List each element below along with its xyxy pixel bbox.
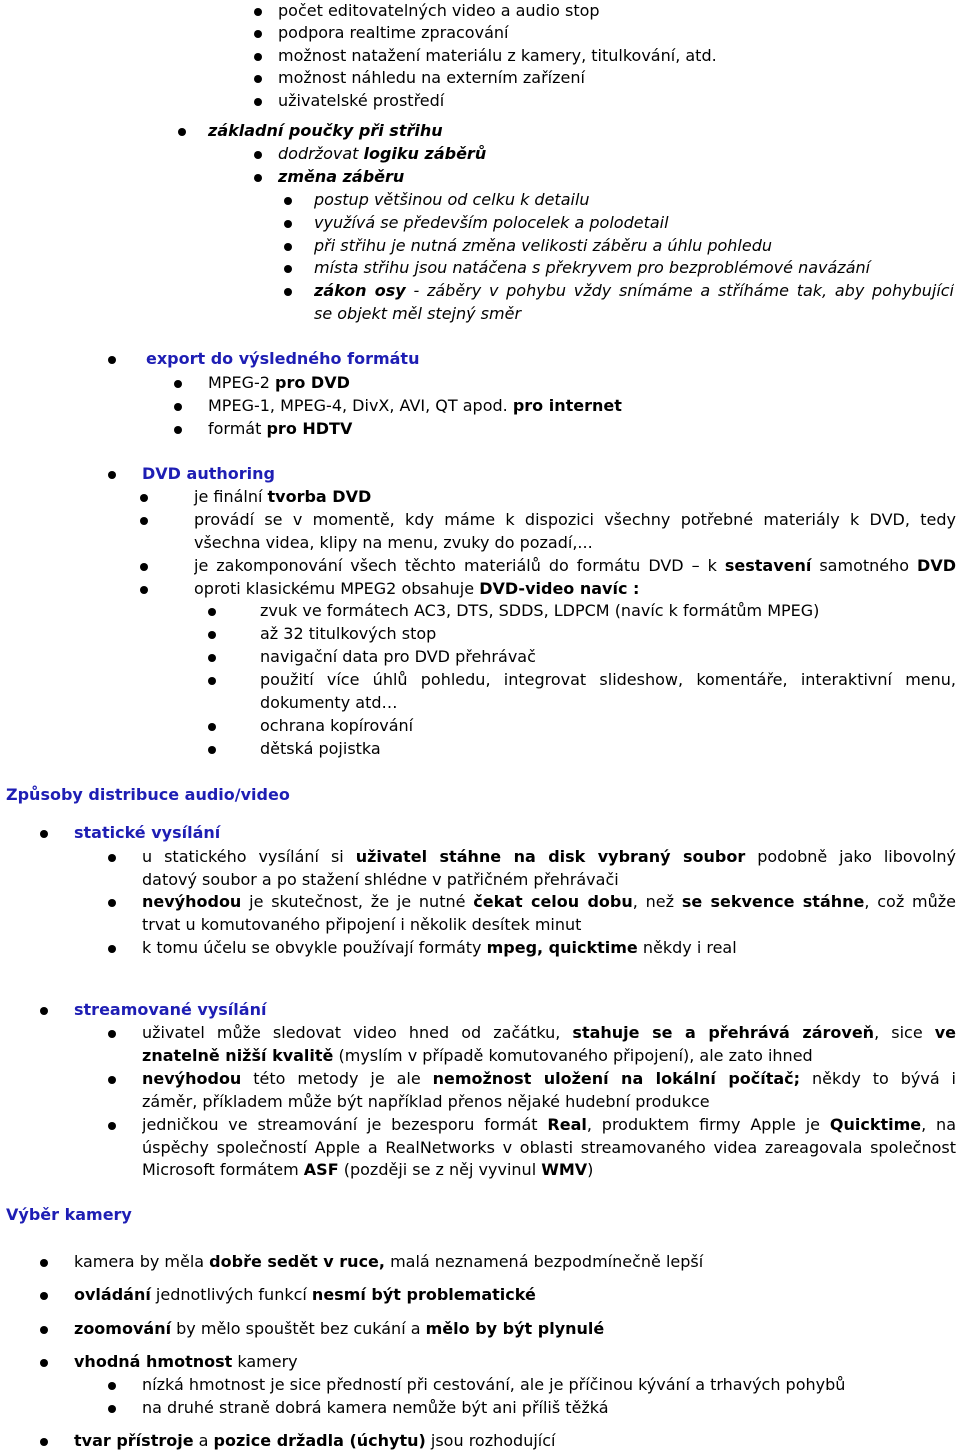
text-line: [278, 143, 486, 165]
text-run: základní poučky při střihu: [208, 121, 443, 140]
bullet-icon: [174, 426, 182, 434]
bullet-icon: [174, 403, 182, 411]
text-run: postup většinou od celku k detailu: [314, 190, 590, 209]
text-run: k tomu účelu se obvykle používají formáty: [142, 938, 487, 957]
bullet-icon: [40, 1359, 48, 1367]
text-run: uživatel může sledovat video hned od začátku,: [142, 1023, 573, 1042]
text-run: , na: [921, 1115, 956, 1134]
text-run: vhodná hmotnost: [74, 1352, 233, 1371]
text-run: je skutečnost, že je nutné: [241, 892, 474, 911]
bullet-icon: [174, 380, 182, 388]
text-line: [142, 463, 275, 485]
text-line: [74, 1318, 604, 1340]
text-run: záměr, příkladem může být například přenos nějaké hudební produkce: [142, 1092, 710, 1111]
text-run: Real: [547, 1115, 587, 1134]
text-line: [194, 578, 639, 600]
text-run: možnost náhledu na externím zařízení: [278, 68, 585, 87]
text-run: počet editovatelných video a audio stop: [278, 1, 600, 20]
text-run: využívá se především polocelek a polodetail: [314, 213, 669, 232]
text-line: [208, 372, 350, 394]
bullet-icon: [108, 1076, 116, 1084]
text-run: někdy to bývá i: [800, 1069, 956, 1088]
text-line: [142, 891, 956, 913]
text-run: podpora realtime zpracování: [278, 23, 509, 42]
text-run: podobně jako libovolný: [745, 847, 956, 866]
text-run: sestavení: [724, 556, 812, 575]
bullet-icon: [284, 288, 292, 296]
text-run: ve: [934, 1023, 956, 1042]
text-run: - záběry v pohybu vždy snímáme a stříháme tak, aby pohybující: [405, 281, 954, 300]
text-run: Microsoft formátem: [142, 1160, 304, 1179]
text-run: , což může: [864, 892, 956, 911]
text-line: [260, 623, 436, 645]
text-run: logiku záběrů: [363, 144, 487, 163]
bullet-icon: [140, 563, 148, 571]
text-line: [142, 937, 737, 959]
bullet-icon: [40, 1326, 48, 1334]
text-line: [142, 914, 581, 936]
text-line: [314, 303, 521, 325]
bullet-icon: [208, 677, 216, 685]
text-run: ochrana kopírování: [260, 716, 414, 735]
bullet-icon: [254, 151, 262, 159]
bullet-icon: [140, 517, 148, 525]
text-run: nemožnost uložení na lokální počítač;: [432, 1069, 801, 1088]
bullet-icon: [284, 265, 292, 273]
text-line: [194, 486, 371, 508]
bullet-icon: [40, 1259, 48, 1267]
bullet-icon: [108, 1030, 116, 1038]
text-run: mpeg, quicktime: [486, 938, 638, 957]
text-line: [6, 784, 290, 806]
text-line: [314, 235, 772, 257]
text-run: jednotlivých funkcí: [150, 1285, 312, 1304]
bullet-icon: [254, 174, 262, 182]
text-line: [142, 1045, 813, 1067]
text-run: dobře sedět v ruce,: [209, 1252, 385, 1271]
text-line: [260, 692, 398, 714]
text-run: jedničkou ve streamování je bezesporu formát: [142, 1115, 548, 1134]
text-line: [208, 120, 443, 142]
text-run: na druhé straně dobrá kamera nemůže být ani příliš těžká: [142, 1398, 609, 1417]
bullet-icon: [208, 746, 216, 754]
text-run: DVD authoring: [142, 464, 275, 483]
text-run: Výběr kamery: [6, 1205, 132, 1224]
text-line: [278, 45, 717, 67]
text-line: [142, 846, 956, 868]
text-run: nesmí být problematické: [311, 1285, 536, 1304]
text-line: [74, 1284, 536, 1306]
text-line: [260, 669, 956, 691]
text-line: [142, 1137, 956, 1159]
text-line: [194, 555, 956, 577]
text-run: této metody je ale: [241, 1069, 433, 1088]
text-run: MPEG-2: [208, 373, 275, 392]
bullet-icon: [254, 30, 262, 38]
bullet-icon: [140, 586, 148, 594]
text-line: [278, 22, 508, 44]
text-line: [142, 1159, 593, 1181]
text-run: se objekt měl stejný směr: [314, 304, 522, 323]
text-line: [260, 715, 413, 737]
text-run: použití více úhlů pohledu, integrovat slideshow, komentáře, interaktivní menu,: [260, 670, 956, 689]
text-line: [74, 822, 220, 844]
bullet-icon: [108, 899, 116, 907]
text-run: je finální: [194, 487, 268, 506]
bullet-icon: [178, 128, 186, 136]
text-run: nevýhodou: [142, 892, 242, 911]
text-run: zoomování: [74, 1319, 172, 1338]
text-line: [194, 509, 956, 531]
text-run: při střihu je nutná změna velikosti záběru a úhlu pohledu: [314, 236, 773, 255]
text-run: se sekvence stáhne: [681, 892, 865, 911]
text-run: až 32 titulkových stop: [260, 624, 437, 643]
text-line: [142, 1397, 609, 1419]
bullet-icon: [108, 356, 116, 364]
text-run: všechna videa, klipy na menu, zvuky do pozadí,...: [194, 533, 593, 552]
text-run: zákon osy: [314, 281, 406, 300]
bullet-icon: [40, 1438, 48, 1446]
bullet-icon: [40, 1292, 48, 1300]
text-line: [278, 90, 444, 112]
text-line: [208, 395, 622, 417]
bullet-icon: [254, 8, 262, 16]
bullet-icon: [40, 1007, 48, 1015]
text-run: pro internet: [512, 396, 622, 415]
text-line: [260, 738, 381, 760]
text-line: [260, 646, 536, 668]
bullet-icon: [108, 945, 116, 953]
text-run: jsou rozhodující: [425, 1431, 556, 1450]
text-line: [260, 600, 819, 622]
text-run: mělo by být plynulé: [425, 1319, 605, 1338]
bullet-icon: [108, 854, 116, 862]
text-run: ovládání: [74, 1285, 151, 1304]
text-line: [74, 1251, 703, 1273]
text-run: někdy i real: [637, 938, 737, 957]
text-run: datový soubor a po stažení shlédne v patřičném přehrávači: [142, 870, 619, 889]
text-run: DVD-video navíc :: [479, 579, 640, 598]
bullet-icon: [284, 220, 292, 228]
text-run: je zakomponování všech těchto materiálů do formátu DVD – k: [194, 556, 725, 575]
text-run: dodržovat: [278, 144, 364, 163]
text-run: kamery: [232, 1352, 298, 1371]
text-run: uživatelské prostředí: [278, 91, 445, 110]
text-line: [142, 1114, 956, 1136]
text-line: [142, 1374, 845, 1396]
text-run: znatelně nižší kvalitě: [142, 1046, 334, 1065]
text-run: a: [193, 1431, 214, 1450]
bullet-icon: [254, 75, 262, 83]
text-run: trvat u komutovaného připojení i několik desítek minut: [142, 915, 582, 934]
text-run: pozice držadla (úchytu): [213, 1431, 426, 1450]
text-run: Quicktime: [829, 1115, 922, 1134]
text-run: formát: [208, 419, 267, 438]
text-run: pro DVD: [275, 373, 350, 392]
text-run: místa střihu jsou natáčena s překryvem pro bezproblémové navázání: [314, 258, 871, 277]
bullet-icon: [284, 243, 292, 251]
text-run: tvar přístroje: [74, 1431, 194, 1450]
text-run: statické vysílání: [74, 823, 221, 842]
text-line: [142, 1068, 956, 1090]
text-run: DVD: [917, 556, 956, 575]
bullet-icon: [140, 494, 148, 502]
text-run: u statického vysílání si: [142, 847, 356, 866]
text-line: [278, 67, 585, 89]
text-run: úspěchy společností Apple a RealNetworks v oblasti streamovaného videa zareagovala společnost: [142, 1138, 956, 1157]
text-line: [142, 869, 619, 891]
bullet-icon: [208, 608, 216, 616]
text-run: dětská pojistka: [260, 739, 381, 758]
bullet-icon: [40, 830, 48, 838]
bullet-icon: [108, 1382, 116, 1390]
text-line: [314, 280, 954, 302]
text-line: [208, 418, 352, 440]
text-run: , sice: [874, 1023, 935, 1042]
bullet-icon: [254, 98, 262, 106]
text-run: pro HDTV: [266, 419, 353, 438]
text-run: nízká hmotnost je sice předností při cestování, ale je příčinou kývání a trhavých pohybů: [142, 1375, 846, 1394]
text-line: [74, 1351, 298, 1373]
text-run: ASF: [303, 1160, 339, 1179]
text-run: zvuk ve formátech AC3, DTS, SDDS, LDPCM (navíc k formátům MPEG): [260, 601, 820, 620]
text-line: [278, 166, 404, 188]
text-run: by mělo spouštět bez cukání a: [171, 1319, 426, 1338]
text-run: MPEG-1, MPEG-4, DivX, AVI, QT apod.: [208, 396, 513, 415]
text-run: dokumenty atd…: [260, 693, 398, 712]
bullet-icon: [208, 654, 216, 662]
text-run: , než: [632, 892, 682, 911]
text-run: možnost natažení materiálu z kamery, titulkování, atd.: [278, 46, 717, 65]
text-run: Způsoby distribuce audio/video: [6, 785, 290, 804]
text-run: streamované vysílání: [74, 1000, 267, 1019]
text-run: ): [587, 1160, 594, 1179]
text-run: , produktem firmy Apple je: [586, 1115, 830, 1134]
text-line: [278, 0, 600, 22]
bullet-icon: [108, 1405, 116, 1413]
text-run: oproti klasickému MPEG2 obsahuje: [194, 579, 480, 598]
text-line: [74, 999, 266, 1021]
text-run: uživatel stáhne na disk vybraný soubor: [355, 847, 746, 866]
bullet-icon: [108, 471, 116, 479]
bullet-icon: [108, 1122, 116, 1130]
text-line: [194, 532, 593, 554]
text-run: export do výsledného formátu: [146, 349, 420, 368]
text-run: (myslím v případě komutovaného připojení), ale zato ihned: [333, 1046, 813, 1065]
text-run: kamera by měla: [74, 1252, 210, 1271]
text-line: [146, 348, 419, 370]
text-run: tvorba DVD: [267, 487, 372, 506]
text-run: malá neznamená bezpodmínečně lepší: [384, 1252, 704, 1271]
bullet-icon: [208, 631, 216, 639]
text-line: [74, 1430, 555, 1452]
text-line: [142, 1091, 710, 1113]
bullet-icon: [284, 197, 292, 205]
text-line: [142, 1022, 956, 1044]
text-run: WMV: [541, 1160, 588, 1179]
text-run: navigační data pro DVD přehrávač: [260, 647, 536, 666]
text-run: (později se z něj vyvinul: [338, 1160, 542, 1179]
text-line: [6, 1204, 132, 1226]
text-run: stahuje se a přehrává zároveň: [572, 1023, 875, 1042]
text-run: změna záběru: [278, 167, 405, 186]
text-run: provádí se v momentě, kdy máme k dispozici všechny potřebné materiály k DVD, tedy: [194, 510, 956, 529]
text-line: [314, 257, 870, 279]
text-line: [314, 189, 590, 211]
text-run: čekat celou dobu: [473, 892, 633, 911]
text-run: samotného: [811, 556, 918, 575]
text-line: [314, 212, 669, 234]
text-run: nevýhodou: [142, 1069, 242, 1088]
bullet-icon: [208, 723, 216, 731]
bullet-icon: [254, 53, 262, 61]
